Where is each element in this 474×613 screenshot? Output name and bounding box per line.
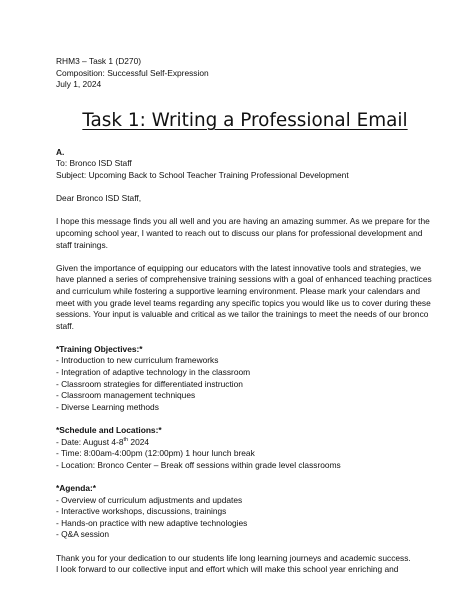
schedule-date-ordinal: th xyxy=(123,436,129,443)
agenda-section xyxy=(56,483,434,541)
list-item: - Classroom strategies for differentiated instruction xyxy=(56,378,243,389)
list-item: - Hands-on practice with new adaptive technologies xyxy=(56,517,248,528)
schedule-heading: *Schedule and Locations:* xyxy=(56,425,162,436)
agenda-list xyxy=(56,495,434,541)
list-item: - Integration of adaptive technology in the classroom xyxy=(56,367,251,378)
list-item: - Introduction to new curriculum frameworks xyxy=(56,355,219,366)
training-objectives-section xyxy=(56,344,434,414)
date-line: July 1, 2024 xyxy=(56,79,102,90)
to-line: To: Bronco ISD Staff xyxy=(56,158,132,169)
page-title: Task 1: Writing a Professional Email xyxy=(82,109,408,131)
list-item: - Diverse Learning methods xyxy=(56,401,159,412)
list-item: - Interactive workshops, discussions, trainings xyxy=(56,506,227,517)
agenda-heading: *Agenda:* xyxy=(56,483,97,493)
composition-line: Composition: Successful Self-Expression xyxy=(56,67,209,78)
blank-line xyxy=(56,182,434,194)
schedule-time-line: - Time: 8:00am-4:00pm (12:00pm) 1 hour lunch break xyxy=(56,448,255,459)
list-item: - Q&A session xyxy=(56,529,110,540)
closing-line: Thank you for your dedication to our students life long learning journeys and academic success. xyxy=(56,552,411,563)
paragraph-training-plan: Given the importance of equipping our educators with the latest innovative tools and strategies, we have planned a series of comprehensive training sessions with a goal of enhanced teaching practices and curriculum while fostering a supportive learning environment. Please mark your calendars and meet with you grade level teams regarding any specific topics you would like us to cover during these sessions. Your input is valuable and critical as we tailor the trainings to meet the needs of our bronco staff. xyxy=(56,262,432,331)
greeting: Dear Bronco ISD Staff, xyxy=(56,193,142,204)
schedule-date-year: 2024 xyxy=(128,436,150,447)
list-item: - Classroom management techniques xyxy=(56,390,196,401)
course-line: RHM3 – Task 1 (D270) xyxy=(56,56,142,66)
schedule-location-line: - Location: Bronco Center – Break off sessions within grade level classrooms xyxy=(56,459,341,470)
schedule-section xyxy=(56,425,434,471)
schedule-date-line xyxy=(56,437,434,449)
schedule-date-prefix: - Date: August 4-8 xyxy=(56,436,124,447)
document-header xyxy=(56,56,434,91)
paragraph-intro: I hope this message finds you all well and you are having an amazing summer. As we prepare for the upcoming school year, I wanted to reach out to discuss our plans for professional development and staff trainings. xyxy=(56,216,430,250)
subject-line: Subject: Upcoming Back to School Teacher Training Professional Development xyxy=(56,169,349,180)
closing-line-continued: I look forward to our collective input and effort which will make this school year enriching and xyxy=(56,564,399,575)
list-item: - Overview of curriculum adjustments and updates xyxy=(56,494,243,505)
section-letter: A. xyxy=(56,146,65,157)
training-objectives-list xyxy=(56,355,434,413)
training-objectives-heading: *Training Objectives:* xyxy=(56,343,143,354)
